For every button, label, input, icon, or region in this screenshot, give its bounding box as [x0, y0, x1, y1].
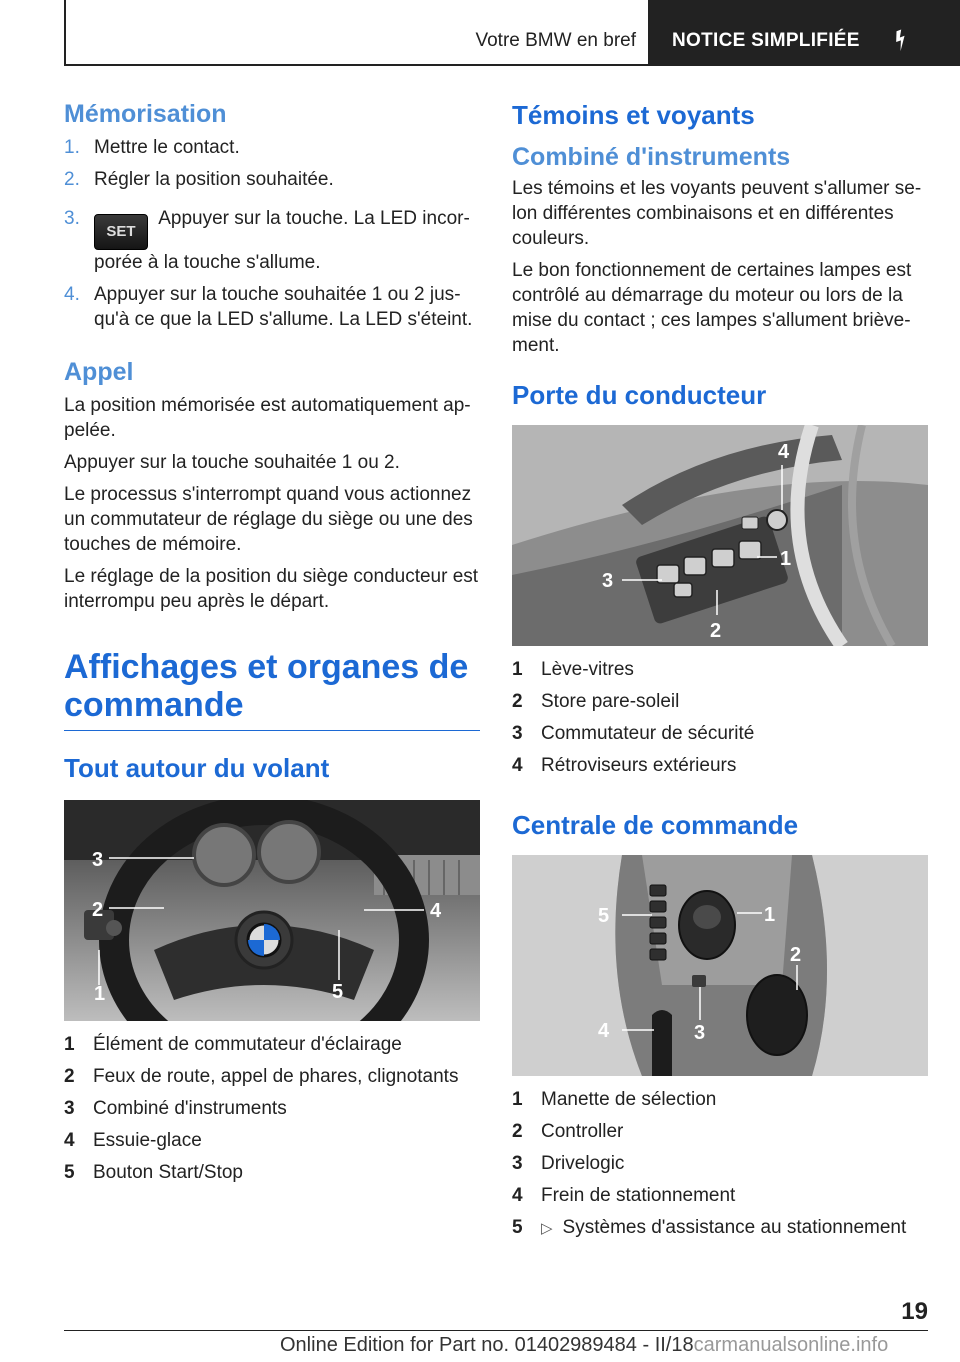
temoins-heading: Témoins et voyants	[512, 100, 755, 130]
legend-item	[64, 1093, 480, 1125]
appel-heading: Appel	[64, 358, 134, 386]
legend-number: 1	[64, 1034, 75, 1055]
legend-number: 3	[512, 1153, 523, 1174]
volant-callout: 3	[92, 849, 104, 871]
footer-edition-text: Online Edition for Part no. 01402989484 - II/18	[280, 1334, 694, 1356]
step-text: Mettre le contact.	[94, 137, 240, 158]
volant-callout: 5	[332, 981, 344, 1003]
footer-watermark: carmanualsonline.info	[693, 1334, 889, 1356]
step-text: Appuyer sur la touche. La LED incorporée à la touche s'allume.	[94, 208, 470, 273]
centrale-callout: 4	[598, 1020, 610, 1042]
legend-text: Bouton Start/Stop	[93, 1162, 243, 1183]
volant-legend	[64, 1029, 480, 1189]
driver-door-photo	[512, 425, 928, 646]
legend-text: Store pare-soleil	[541, 691, 680, 712]
footer-divider	[64, 1330, 928, 1331]
page-number: 19	[901, 1298, 928, 1325]
legend-item	[64, 1125, 480, 1157]
centrale-callout: 1	[764, 904, 776, 926]
centrale-heading: Centrale de commande	[512, 810, 799, 840]
memorisation-heading: Mémorisation	[64, 100, 227, 128]
legend-item	[512, 1116, 928, 1148]
legend-number: 4	[64, 1130, 75, 1151]
step-number: 2.	[64, 169, 80, 190]
legend-item	[512, 1212, 928, 1245]
legend-text: Drivelogic	[541, 1153, 625, 1174]
step-item	[64, 167, 480, 192]
centrale-legend	[512, 1084, 928, 1245]
appel-paragraph: Le processus s'interrompt quand vous actionnez un commutateur de réglage du siège ou une des touches de mémoire.	[64, 484, 473, 555]
step-item	[64, 206, 480, 275]
legend-number: 3	[512, 723, 523, 744]
combine-paragraph: Les témoins et les voyants peuvent s'allumer selon différentes combinaisons et en différentes couleurs.	[512, 178, 922, 249]
page-header	[64, 0, 960, 66]
legend-item	[512, 750, 928, 782]
porte-callout: 3	[602, 570, 614, 592]
centrale-callout: 2	[790, 944, 802, 966]
appel-paragraph: Appuyer sur la touche souhaitée 1 ou 2.	[64, 452, 400, 473]
right-column	[512, 100, 928, 1245]
porte-callout: 2	[710, 620, 722, 642]
volant-callout: 1	[94, 983, 106, 1005]
legend-number: 4	[512, 755, 523, 776]
legend-number: 2	[512, 691, 523, 712]
footer-edition	[280, 1334, 888, 1357]
affichages-heading-block	[64, 648, 480, 731]
legend-item	[512, 1148, 928, 1180]
legend-text: Frein de stationnement	[541, 1185, 736, 1206]
legend-text: Controller	[541, 1121, 624, 1142]
step-text: Appuyer sur la touche souhaitée 1 ou 2 jusqu'à ce que la LED s'allume. La LED s'éteint.	[94, 284, 473, 330]
step-number: 3.	[64, 208, 80, 229]
centrale-callout: 3	[694, 1022, 706, 1044]
legend-text: Combiné d'instruments	[93, 1098, 287, 1119]
driver-door-illustration	[512, 425, 928, 646]
legend-number: 5	[64, 1162, 75, 1183]
appel-paragraph: La position mémorisée est automatiquement appelée.	[64, 395, 471, 441]
volant-heading: Tout autour du volant	[64, 753, 330, 783]
quick-reference-icon	[886, 28, 912, 54]
legend-text: Manette de sélection	[541, 1089, 717, 1110]
legend-item	[512, 654, 928, 686]
step-item	[64, 282, 480, 332]
legend-item	[512, 1180, 928, 1212]
porte-heading: Porte du conducteur	[512, 380, 767, 410]
volant-callout: 2	[92, 899, 104, 921]
legend-item	[64, 1061, 480, 1093]
legend-item	[512, 718, 928, 750]
volant-callout: 4	[430, 900, 442, 922]
legend-text: Essuie-glace	[93, 1130, 202, 1151]
legend-number: 3	[64, 1098, 75, 1119]
combine-heading: Combiné d'instruments	[512, 143, 791, 171]
appel-paragraph: Le réglage de la position du siège conducteur est interrompu peu après le départ.	[64, 566, 479, 612]
step-item	[64, 135, 480, 160]
legend-number: 1	[512, 1089, 523, 1110]
legend-text: Rétroviseurs extérieurs	[541, 755, 737, 776]
legend-text: Commutateur de sécurité	[541, 723, 755, 744]
legend-number: 5	[512, 1217, 523, 1238]
legend-text: Systèmes d'assistance au stationnement	[562, 1217, 907, 1238]
step-number: 1.	[64, 137, 80, 158]
left-column	[64, 100, 480, 1189]
header-title: NOTICE SIMPLIFIÉE	[672, 30, 860, 51]
combine-paragraph: Le bon fonctionnement de certaines lampes est contrôlé au démarrage du moteur ou lors de la mise du contact ; ces lampes s'allument brièvement.	[512, 260, 912, 356]
porte-legend	[512, 654, 928, 782]
triangle-arrow-icon: ▷	[541, 1220, 553, 1237]
legend-number: 1	[512, 659, 523, 680]
legend-number: 4	[512, 1185, 523, 1206]
centrale-callout: 5	[598, 905, 610, 927]
affichages-heading: Affichages et organes de commande	[64, 648, 469, 724]
legend-number: 2	[512, 1121, 523, 1142]
steering-wheel-illustration	[64, 800, 480, 1021]
header-title-box	[650, 0, 960, 66]
porte-callout: 4	[778, 441, 790, 463]
steering-wheel-photo	[64, 800, 480, 1021]
legend-item	[512, 1084, 928, 1116]
step-number: 4.	[64, 284, 80, 305]
memorisation-steps	[64, 135, 480, 332]
legend-item	[512, 686, 928, 718]
legend-text: Élément de commutateur d'éclairage	[93, 1034, 402, 1055]
header-section-label: Votre BMW en bref	[475, 30, 636, 51]
center-console-illustration	[512, 855, 928, 1076]
porte-callout: 1	[780, 548, 792, 570]
step-text: Régler la position souhaitée.	[94, 169, 334, 190]
set-button-icon: SET	[94, 214, 148, 250]
center-console-photo	[512, 855, 928, 1076]
legend-text: Feux de route, appel de phares, clignotants	[93, 1066, 459, 1087]
legend-text: Lève-vitres	[541, 659, 634, 680]
legend-number: 2	[64, 1066, 75, 1087]
header-section-box	[64, 0, 650, 66]
legend-item	[64, 1157, 480, 1189]
legend-item	[64, 1029, 480, 1061]
